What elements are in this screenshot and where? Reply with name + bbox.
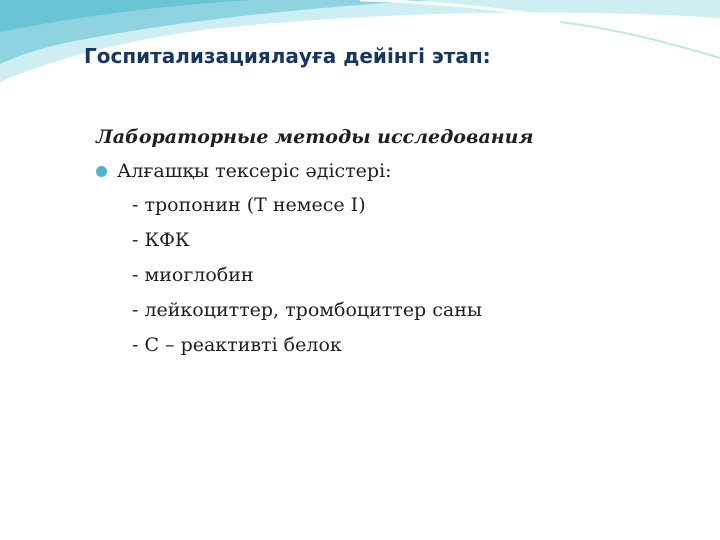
sub-list (132, 192, 534, 358)
list-item: - С – реактивті белок (132, 334, 342, 356)
swoosh-thin-line (560, 22, 720, 58)
list-item: - миоглобин (132, 264, 254, 286)
list-item: - тропонин (Т немесе I) (132, 194, 366, 216)
slide-title: Госпитализациялауға дейінгі этап: (84, 44, 491, 68)
bullet-dot-icon (96, 166, 107, 177)
bullet-text: Алғашқы тексеріс әдістері: (117, 160, 392, 182)
bullet-item (96, 158, 534, 184)
list-item: - лейкоциттер, тромбоциттер саны (132, 299, 483, 321)
subheading: Лабораторные методы исследования (96, 126, 534, 148)
content-area (96, 124, 534, 367)
list-item: - КФК (132, 229, 190, 251)
